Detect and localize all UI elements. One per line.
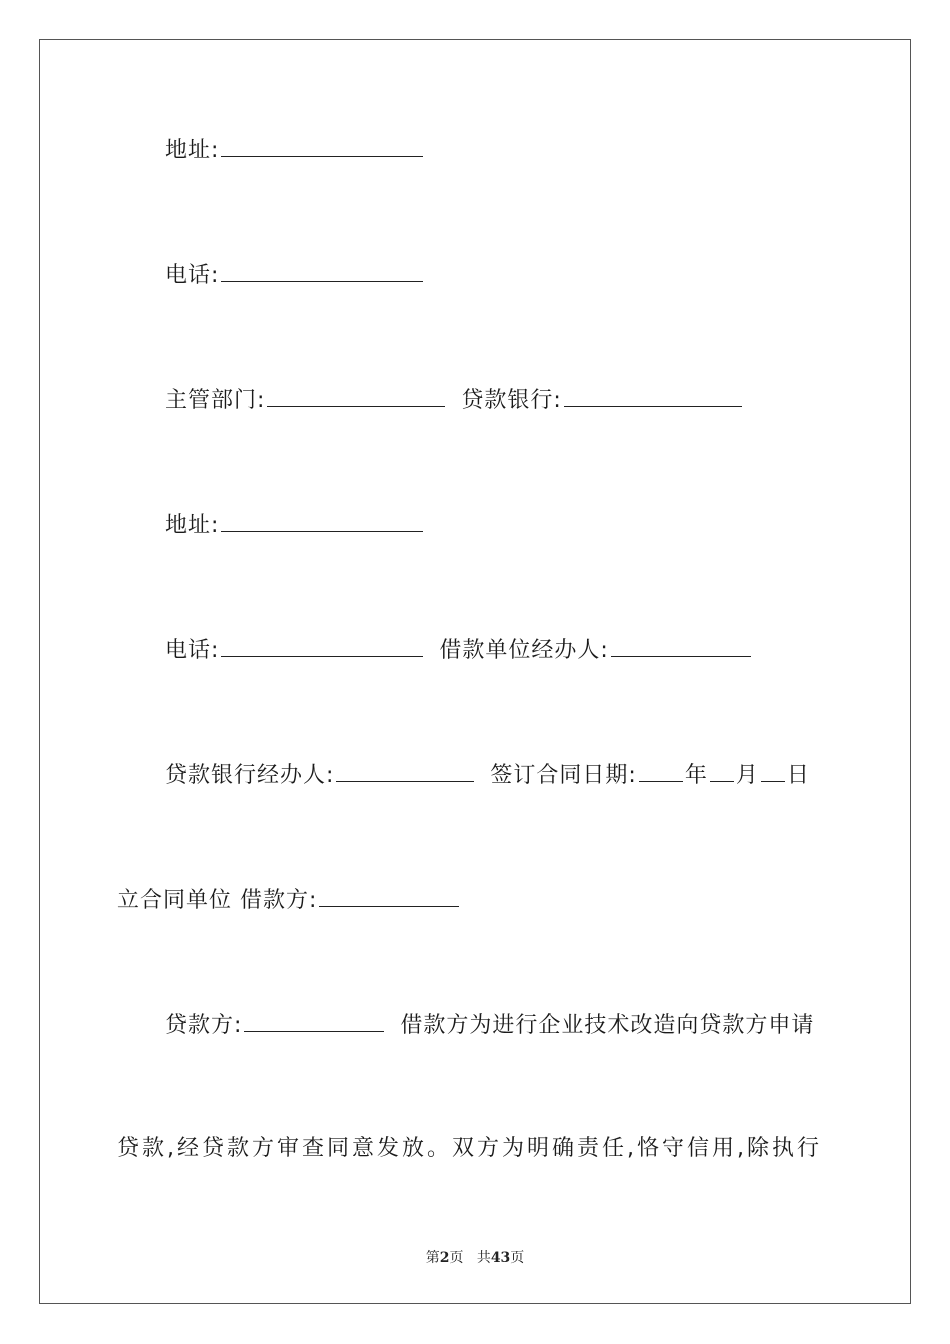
- address-label-2: 地址:: [165, 513, 220, 538]
- supervisor-label: 主管部门:: [165, 388, 266, 413]
- phone-line-1: [165, 259, 425, 291]
- address-blank-2[interactable]: [221, 509, 423, 532]
- total-pages: 43: [490, 1250, 511, 1266]
- address-line-1: [165, 134, 425, 166]
- year-blank[interactable]: [639, 759, 683, 782]
- parties-line: [117, 884, 461, 916]
- bank-agent-date-line: [165, 759, 810, 791]
- supervisor-blank[interactable]: [267, 384, 445, 407]
- page-frame: [39, 39, 911, 1304]
- phone-agent-line: [165, 634, 753, 666]
- lender-line: [165, 1009, 832, 1041]
- page-unit: 页: [449, 1250, 464, 1266]
- phone-label: 电话:: [165, 263, 220, 288]
- address-line-2: [165, 509, 425, 541]
- phone-label-2: 电话:: [165, 638, 220, 663]
- borrower-blank[interactable]: [319, 884, 459, 907]
- borrower-agent-label: 借款单位经办人:: [439, 638, 609, 663]
- bank-agent-blank[interactable]: [336, 759, 474, 782]
- page-number: 2: [439, 1250, 450, 1266]
- phone-blank-2[interactable]: [221, 634, 423, 657]
- paragraph-line-2-wrap: [117, 1134, 832, 1164]
- page-prefix: 第: [425, 1250, 440, 1266]
- borrower-agent-blank[interactable]: [611, 634, 751, 657]
- day-label: 日: [786, 763, 810, 788]
- page-footer: [0, 1247, 950, 1267]
- lender-bank-label: 贷款银行:: [461, 388, 562, 413]
- total-unit: 页: [510, 1250, 525, 1266]
- phone-blank[interactable]: [221, 259, 423, 282]
- lender-bank-blank[interactable]: [564, 384, 742, 407]
- total-prefix: 共: [476, 1250, 491, 1266]
- month-blank[interactable]: [710, 759, 734, 782]
- sign-date-label: 签订合同日期:: [490, 763, 637, 788]
- paragraph-line-1: 借款方为进行企业技术改造向贷款方申请: [400, 1013, 815, 1038]
- year-label: 年: [684, 763, 708, 788]
- lender-blank[interactable]: [244, 1009, 384, 1032]
- address-blank[interactable]: [221, 134, 423, 157]
- address-label: 地址:: [165, 138, 220, 163]
- bank-agent-label: 贷款银行经办人:: [165, 763, 335, 788]
- day-blank[interactable]: [761, 759, 785, 782]
- lender-label: 贷款方:: [165, 1013, 243, 1038]
- paragraph-line-2: 贷款,经贷款方审查同意发放。双方为明确责任,恪守信用,除执行: [117, 1136, 822, 1161]
- supervisor-line: [165, 384, 744, 416]
- month-label: 月: [735, 763, 759, 788]
- parties-label: 立合同单位 借款方:: [117, 888, 318, 913]
